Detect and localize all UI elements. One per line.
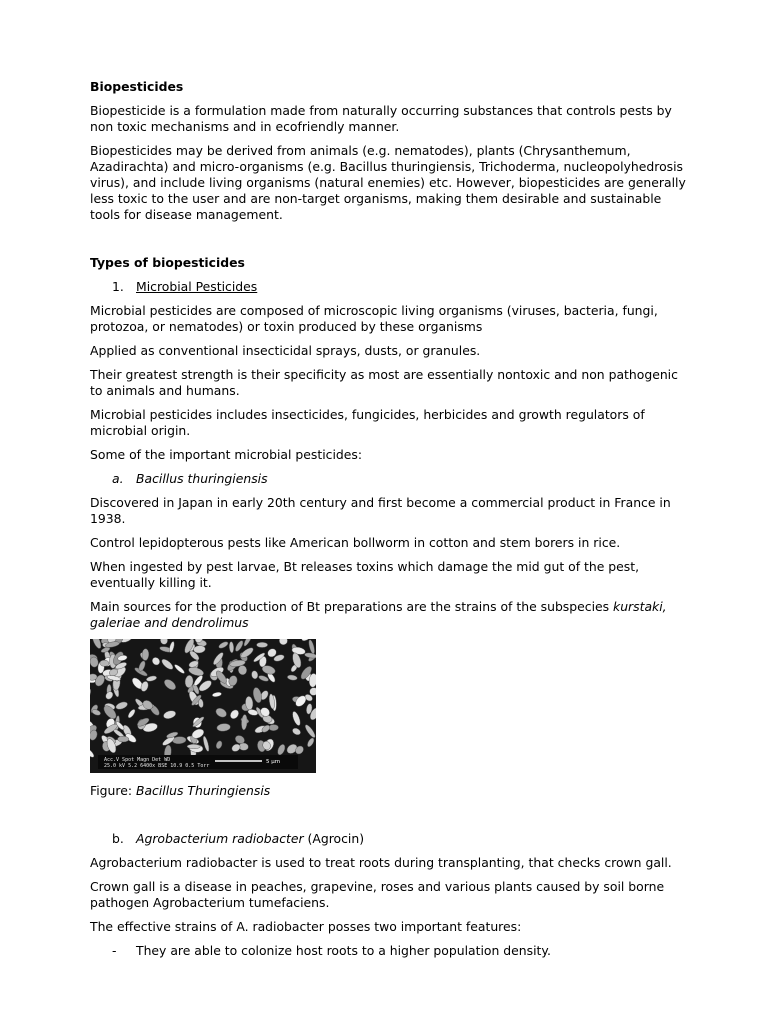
bullet-marker: - (112, 943, 117, 958)
list-label: Agrobacterium radiobacter (Agrocin) (136, 831, 365, 846)
microbial-paragraph-3: Their greatest strength is their specificity as most are essentially nontoxic and non pathogenic to animals and humans. (90, 367, 678, 398)
list-item-microbial (90, 279, 690, 295)
list-marker: a. (112, 471, 124, 486)
scale-bar-label: 5 μm (266, 759, 281, 765)
microbial-paragraph-1: Microbial pesticides are composed of microscopic living organisms (viruses, bacteria, fungi, protozoa, or nematodes) or toxin produced by these organisms (90, 303, 658, 334)
list-label: Microbial Pesticides (136, 279, 258, 294)
bacterium-spore (257, 642, 268, 647)
intro-paragraph: Biopesticide is a formulation made from naturally occurring substances that controls pests by non toxic mechanisms and in ecofriendly manner. (90, 103, 672, 134)
microbial-paragraph-4: Microbial pesticides includes insecticides, fungicides, herbicides and growth regulators of microbial origin. (90, 407, 645, 438)
list-item-bt (90, 471, 690, 487)
list-label: Bacillus thuringiensis (136, 471, 268, 486)
agro-paragraph-2: Crown gall is a disease in peaches, grapevine, roses and various plants caused by soil borne pathogen Agrobacterium tumefaciens. (90, 879, 665, 910)
bacterium-spore (117, 736, 128, 742)
document-page (90, 79, 690, 967)
bt-paragraph-3: When ingested by pest larvae, Bt releases toxins which damage the mid gut of the pest, eventually killing it. (90, 559, 640, 590)
bt-sources-paragraph: Main sources for the production of Bt preparations are the strains of the subspecies kurstaki, galeriae and dendrolimus (90, 599, 667, 630)
bacterium-spore (187, 744, 200, 749)
list-item-agrobacterium (90, 831, 690, 847)
bullet-text: They are able to colonize host roots to a higher population density. (136, 943, 551, 958)
micrograph-info-line-1: Acc.V Spot Magn Det WD (104, 757, 171, 763)
bacillus-micrograph-image (90, 639, 316, 773)
agro-paragraph-3: The effective strains of A. radiobacter posses two important features: (90, 919, 522, 934)
micrograph-svg (90, 639, 316, 773)
list-marker: b. (112, 831, 124, 846)
microbial-paragraph-5: Some of the important microbial pesticides: (90, 447, 363, 462)
page-title: Biopesticides (90, 79, 184, 94)
derived-paragraph: Biopesticides may be derived from animals (e.g. nematodes), plants (Chrysanthemum, Azadirachta) and micro-organisms (e.g. Bacillus thuringiensis, Trichoderma, nucleopolyhedrosis virus), and include living organisms (natural enemies) etc. However, biopesticides are generally less toxic to the user and are non-target organisms, making them desirable and sustainable tools for disease management. (90, 143, 686, 222)
bt-paragraph-1: Discovered in Japan in early 20th century and first become a commercial product in France in 1938. (90, 495, 671, 526)
microbial-paragraph-2: Applied as conventional insecticidal sprays, dusts, or granules. (90, 343, 481, 358)
list-marker: 1. (112, 279, 124, 294)
bacterium-spore (100, 660, 109, 667)
agro-paragraph-1: Agrobacterium radiobacter is used to treat roots during transplanting, that checks crown gall. (90, 855, 672, 870)
bt-paragraph-2: Control lepidopterous pests like American bollworm in cotton and stem borers in rice. (90, 535, 621, 550)
figure-caption: Figure: Bacillus Thuringiensis (90, 783, 271, 798)
bullet-item (90, 943, 690, 959)
micrograph-info-line-2: 25.0 kV 5.2 6400x BSE 10.9 0.5 Torr (104, 763, 210, 769)
types-heading: Types of biopesticides (90, 255, 245, 270)
